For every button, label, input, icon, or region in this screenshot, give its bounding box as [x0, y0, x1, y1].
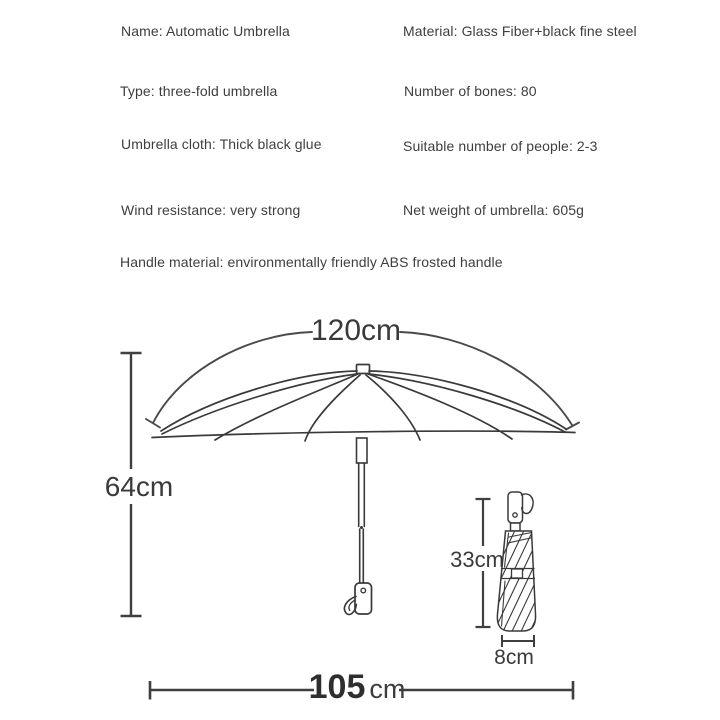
- spec-name: Name: Automatic Umbrella: [121, 23, 290, 39]
- dim-folded-length-label: 33cm: [450, 547, 504, 572]
- dim-open-width-value: 105: [308, 668, 366, 706]
- spec-wind-resistance: Wind resistance: very strong: [121, 202, 301, 218]
- umbrella-handle: [344, 583, 371, 614]
- band-buckle: [512, 569, 523, 578]
- spec-cloth: Umbrella cloth: Thick black glue: [121, 136, 322, 152]
- folded-handle-button: [513, 513, 517, 517]
- spec-material: Material: Glass Fiber+black fine steel: [403, 23, 637, 39]
- umbrella-top-cap: [357, 365, 370, 374]
- dim-open-width-label: [309, 668, 406, 707]
- dim-open-height-label: 64cm: [104, 471, 174, 502]
- spec-bones: Number of bones: 80: [404, 83, 537, 99]
- spec-handle-material: Handle material: environmentally friendly ABS frosted handle: [120, 254, 503, 270]
- umbrella-shaft: [357, 438, 368, 583]
- dim-folded-thickness-label: 8cm: [494, 646, 534, 669]
- spec-people: Suitable number of people: 2-3: [403, 138, 598, 154]
- dim-canopy-diameter-label: 120cm: [310, 314, 402, 347]
- handle-button: [361, 588, 366, 593]
- folded-neck: [511, 523, 521, 531]
- spec-type: Type: three-fold umbrella: [120, 83, 278, 99]
- folded-handle: [508, 492, 523, 523]
- dim-open-width-unit: cm: [369, 674, 406, 704]
- spec-weight: Net weight of umbrella: 605g: [403, 202, 585, 218]
